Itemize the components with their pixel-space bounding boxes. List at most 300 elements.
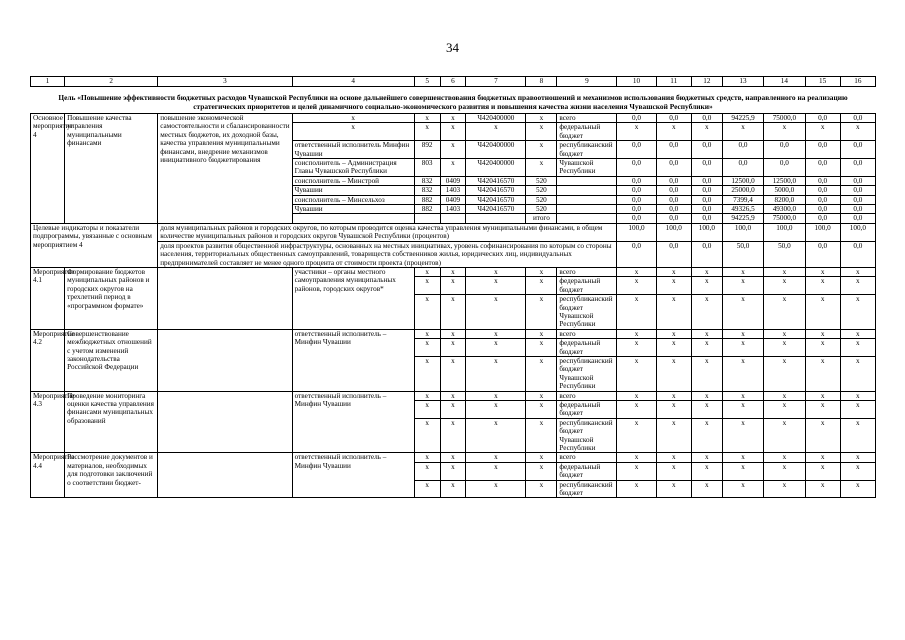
x-mark-cell: x — [617, 329, 656, 338]
csr-cell — [466, 214, 526, 223]
value-cell: 0,0 — [691, 159, 722, 177]
indicator-value: 50,0 — [764, 241, 805, 267]
executor-cell: соисполнитель – Администрация Главы Чувашской Республики — [292, 159, 414, 177]
x-mark-cell: x — [414, 391, 440, 400]
x-mark-cell: x — [656, 339, 691, 357]
csr-cell: Ч420400000 — [466, 141, 526, 159]
x-mark-cell: x — [691, 401, 722, 419]
value-cell: x — [691, 123, 722, 141]
source-cell: федеральный бюджет — [557, 339, 617, 357]
value-cell: 5000,0 — [764, 186, 805, 195]
x-mark-cell: x — [840, 480, 875, 498]
value-cell: 49300,0 — [764, 205, 805, 214]
main-event-title: Повышение качества управления муниципальными финансами — [65, 114, 158, 224]
value-cell: 0,0 — [617, 159, 656, 177]
source-cell: республиканский бюджет Чувашской Республики — [557, 295, 617, 330]
x-mark-cell: x — [617, 401, 656, 419]
page-number: 34 — [446, 40, 459, 55]
event-title: Проведение мониторинга оценки качества управления финансами муниципальных образований — [65, 391, 158, 453]
indicator-text: доля муниципальных районов и городских округов, по которым проводится оценка качества управления муниципальными финансами, в общем количестве муниципальных районов и городских округов Чувашской Республики (процентов) — [158, 223, 617, 241]
value-cell: 0,0 — [764, 141, 805, 159]
goal-row — [31, 87, 876, 114]
rz-cell: x — [440, 123, 466, 141]
column-number: 10 — [617, 77, 656, 87]
x-mark-cell: x — [840, 267, 875, 276]
x-mark-cell: x — [805, 462, 840, 480]
x-mark-cell: x — [656, 267, 691, 276]
x-mark-cell: x — [466, 339, 526, 357]
rz-cell — [440, 214, 466, 223]
main-event-result: повышение экономической самостоятельности и сбалансированности местных бюджетов, их доходной базы, качества управления муниципальными финансами, внедрение механизмов инициативного бюджетирования — [158, 114, 292, 224]
column-number: 14 — [764, 77, 805, 87]
rz-cell: x — [440, 159, 466, 177]
x-mark-cell: x — [722, 401, 763, 419]
vr-cell: x — [526, 159, 557, 177]
indicator-text: доля проектов развития общественной инфраструктуры, основанных на местных инициативах, уровень софинансирования по которым со стороны населения, территориальных общественных самоуправлений, товариществ собственников жилья, юридических лиц, индивидуальных предпринимателей составляет не менее одного процента от стоимости проекта (процентов) — [158, 241, 617, 267]
x-mark-cell: x — [722, 295, 763, 330]
event-executor: ответственный исполнитель – Минфин Чувашии — [292, 391, 414, 453]
value-cell: x — [840, 123, 875, 141]
event-label: Мероприятие 4.3 — [31, 391, 65, 453]
value-cell: 0,0 — [617, 186, 656, 195]
value-cell: 0,0 — [805, 159, 840, 177]
column-number: 7 — [466, 77, 526, 87]
csr-cell: Ч420416570 — [466, 195, 526, 204]
x-mark-cell: x — [414, 480, 440, 498]
source-cell — [557, 195, 617, 204]
value-cell: 0,0 — [656, 186, 691, 195]
x-mark-cell: x — [722, 480, 763, 498]
event-executor: ответственный исполнитель – Минфин Чувашии — [292, 453, 414, 498]
x-mark-cell: x — [840, 453, 875, 462]
x-mark-cell: x — [691, 480, 722, 498]
csr-cell: Ч420416570 — [466, 186, 526, 195]
value-cell: 49326,5 — [722, 205, 763, 214]
program-table — [30, 76, 876, 498]
indicators-label: Целевые индикаторы и показатели подпрограммы, увязанные с основным мероприятием 4 — [31, 223, 158, 267]
x-mark-cell: x — [440, 339, 466, 357]
x-mark-cell: x — [440, 480, 466, 498]
x-mark-cell: x — [526, 480, 557, 498]
column-number: 11 — [656, 77, 691, 87]
x-mark-cell: x — [414, 329, 440, 338]
value-cell: 0,0 — [617, 176, 656, 185]
x-mark-cell: x — [764, 391, 805, 400]
x-mark-cell: x — [722, 462, 763, 480]
x-mark-cell: x — [840, 462, 875, 480]
source-cell — [557, 205, 617, 214]
x-mark-cell: x — [722, 418, 763, 453]
value-cell: 0,0 — [805, 214, 840, 223]
vr-cell: 520 — [526, 186, 557, 195]
x-mark-cell: x — [466, 267, 526, 276]
vr-cell: 520 — [526, 195, 557, 204]
x-mark-cell: x — [526, 453, 557, 462]
x-mark-cell: x — [466, 418, 526, 453]
main-event-row — [31, 114, 876, 123]
x-mark-cell: x — [617, 339, 656, 357]
value-cell: 0,0 — [840, 159, 875, 177]
grbs-cell: 882 — [414, 195, 440, 204]
csr-cell: Ч420400000 — [466, 114, 526, 123]
x-mark-cell: x — [722, 453, 763, 462]
event-title: Совершенствование межбюджетных отношений с учетом изменений законодательства Российской Федерации — [65, 329, 158, 391]
x-mark-cell: x — [414, 295, 440, 330]
value-cell: 0,0 — [656, 176, 691, 185]
indicator-value: 100,0 — [840, 223, 875, 241]
executor-cell: Чувашии — [292, 205, 414, 214]
indicator-value: 0,0 — [617, 241, 656, 267]
x-mark-cell: x — [466, 329, 526, 338]
indicator-value: 100,0 — [617, 223, 656, 241]
grbs-cell: 882 — [414, 205, 440, 214]
column-number: 2 — [65, 77, 158, 87]
x-mark-cell: x — [764, 453, 805, 462]
value-cell: 0,0 — [656, 114, 691, 123]
event-executor: ответственный исполнитель – Минфин Чувашии — [292, 329, 414, 391]
x-mark-cell: x — [764, 418, 805, 453]
value-cell: 0,0 — [617, 141, 656, 159]
vr-cell: x — [526, 123, 557, 141]
event-result — [158, 453, 292, 498]
column-number: 15 — [805, 77, 840, 87]
source-cell: федеральный бюджет — [557, 462, 617, 480]
value-cell: 0,0 — [840, 205, 875, 214]
main-event-label: Основное мероприятие 4 — [31, 114, 65, 224]
value-cell: 0,0 — [691, 114, 722, 123]
x-mark-cell: x — [722, 339, 763, 357]
x-mark-cell: x — [656, 401, 691, 419]
x-mark-cell: x — [414, 339, 440, 357]
value-cell: 0,0 — [617, 214, 656, 223]
x-mark-cell: x — [440, 267, 466, 276]
source-cell: республиканский бюджет — [557, 141, 617, 159]
csr-cell: Ч420416570 — [466, 176, 526, 185]
x-mark-cell: x — [526, 277, 557, 295]
x-mark-cell: x — [440, 391, 466, 400]
x-mark-cell: x — [656, 277, 691, 295]
x-mark-cell: x — [466, 356, 526, 391]
x-mark-cell: x — [617, 391, 656, 400]
x-mark-cell: x — [440, 462, 466, 480]
x-mark-cell: x — [840, 356, 875, 391]
event-label: Мероприятие 4.2 — [31, 329, 65, 391]
x-mark-cell: x — [805, 391, 840, 400]
x-mark-cell: x — [526, 329, 557, 338]
x-mark-cell: x — [840, 401, 875, 419]
event-row — [31, 329, 876, 338]
event-title: Формирование бюджетов муниципальных районов и городских округов на трехлетний период в «программном формате» — [65, 267, 158, 329]
event-row — [31, 453, 876, 462]
value-cell: 0,0 — [656, 141, 691, 159]
x-mark-cell: x — [656, 480, 691, 498]
event-row — [31, 267, 876, 276]
executor-cell — [292, 214, 414, 223]
x-mark-cell: x — [764, 267, 805, 276]
vr-cell: 520 — [526, 205, 557, 214]
event-executor: участники – органы местного самоуправления муниципальных районов, городских округов* — [292, 267, 414, 329]
value-cell: 0,0 — [805, 205, 840, 214]
x-mark-cell: x — [764, 295, 805, 330]
x-mark-cell: x — [466, 391, 526, 400]
x-mark-cell: x — [414, 418, 440, 453]
event-result — [158, 329, 292, 391]
value-cell: 0,0 — [656, 214, 691, 223]
x-mark-cell: x — [840, 277, 875, 295]
x-mark-cell: x — [764, 339, 805, 357]
source-cell: республиканский бюджет — [557, 480, 617, 498]
x-mark-cell: x — [440, 329, 466, 338]
x-mark-cell: x — [691, 453, 722, 462]
vr-cell: x — [526, 114, 557, 123]
x-mark-cell: x — [617, 418, 656, 453]
x-mark-cell: x — [414, 453, 440, 462]
rz-cell: 1403 — [440, 205, 466, 214]
column-number: 5 — [414, 77, 440, 87]
column-number: 4 — [292, 77, 414, 87]
rz-cell: 0409 — [440, 195, 466, 204]
value-cell: 0,0 — [691, 214, 722, 223]
indicator-value: 100,0 — [764, 223, 805, 241]
column-number: 16 — [840, 77, 875, 87]
x-mark-cell: x — [414, 277, 440, 295]
x-mark-cell: x — [466, 401, 526, 419]
value-cell: 0,0 — [805, 186, 840, 195]
x-mark-cell: x — [440, 401, 466, 419]
value-cell: 0,0 — [722, 141, 763, 159]
indicator-row — [31, 223, 876, 241]
value-cell: 7399,4 — [722, 195, 763, 204]
x-mark-cell: x — [414, 401, 440, 419]
x-mark-cell: x — [764, 356, 805, 391]
x-mark-cell: x — [526, 339, 557, 357]
value-cell: 0,0 — [656, 205, 691, 214]
x-mark-cell: x — [691, 329, 722, 338]
column-number: 9 — [557, 77, 617, 87]
grbs-cell: 803 — [414, 159, 440, 177]
source-cell: федеральный бюджет — [557, 277, 617, 295]
vr-cell: 520 — [526, 176, 557, 185]
column-number-row — [31, 77, 876, 87]
x-mark-cell: x — [414, 267, 440, 276]
x-mark-cell: x — [466, 453, 526, 462]
x-mark-cell: x — [722, 267, 763, 276]
x-mark-cell: x — [656, 462, 691, 480]
indicator-value: 0,0 — [656, 241, 691, 267]
value-cell: x — [764, 123, 805, 141]
x-mark-cell: x — [764, 480, 805, 498]
column-number: 13 — [722, 77, 763, 87]
value-cell: 12500,0 — [722, 176, 763, 185]
grbs-cell: 832 — [414, 186, 440, 195]
x-mark-cell: x — [440, 356, 466, 391]
value-cell: 0,0 — [805, 176, 840, 185]
indicator-value: 0,0 — [840, 241, 875, 267]
executor-cell: x — [292, 123, 414, 141]
source-cell: всего — [557, 329, 617, 338]
x-mark-cell: x — [805, 295, 840, 330]
x-mark-cell: x — [691, 295, 722, 330]
rz-cell: x — [440, 141, 466, 159]
x-mark-cell: x — [764, 462, 805, 480]
indicator-value: 50,0 — [722, 241, 763, 267]
x-mark-cell: x — [617, 267, 656, 276]
x-mark-cell: x — [466, 277, 526, 295]
event-row — [31, 391, 876, 400]
value-cell: 0,0 — [805, 114, 840, 123]
x-mark-cell: x — [840, 295, 875, 330]
x-mark-cell: x — [656, 453, 691, 462]
x-mark-cell: x — [805, 267, 840, 276]
x-mark-cell: x — [656, 329, 691, 338]
x-mark-cell: x — [526, 356, 557, 391]
x-mark-cell: x — [617, 277, 656, 295]
value-cell: 0,0 — [691, 186, 722, 195]
column-number: 12 — [691, 77, 722, 87]
source-cell: всего — [557, 114, 617, 123]
executor-cell: соисполнитель – Минстрой — [292, 176, 414, 185]
csr-cell: Ч420400000 — [466, 159, 526, 177]
x-mark-cell: x — [414, 356, 440, 391]
value-cell: 0,0 — [805, 141, 840, 159]
x-mark-cell: x — [805, 418, 840, 453]
indicator-value: 100,0 — [691, 223, 722, 241]
column-number: 8 — [526, 77, 557, 87]
x-mark-cell: x — [805, 453, 840, 462]
csr-cell: x — [466, 123, 526, 141]
x-mark-cell: x — [440, 418, 466, 453]
source-cell: республиканский бюджет Чувашской Республики — [557, 418, 617, 453]
source-cell — [557, 176, 617, 185]
value-cell: 0,0 — [840, 195, 875, 204]
column-number: 1 — [31, 77, 65, 87]
value-cell: 12500,0 — [764, 176, 805, 185]
x-mark-cell: x — [691, 277, 722, 295]
x-mark-cell: x — [466, 462, 526, 480]
rz-cell: 1403 — [440, 186, 466, 195]
value-cell: x — [617, 123, 656, 141]
x-mark-cell: x — [691, 267, 722, 276]
x-mark-cell: x — [805, 339, 840, 357]
x-mark-cell: x — [656, 391, 691, 400]
grbs-cell: x — [414, 123, 440, 141]
value-cell: 0,0 — [617, 205, 656, 214]
goal-text: Цель «Повышение эффективности бюджетных расходов Чувашской Республики на основе дальнейшего совершенствования бюджетных правоотношений и механизмов использования бюджетных средств, направленного на реализацию стратегических приоритетов и целей динамичного социально-экономического развития и повышения качества жизни населения Чувашской Республики» — [31, 87, 876, 114]
x-mark-cell: x — [722, 329, 763, 338]
source-cell — [557, 186, 617, 195]
source-cell: Чувашской Республики — [557, 159, 617, 177]
x-mark-cell: x — [440, 295, 466, 330]
x-mark-cell: x — [722, 391, 763, 400]
value-cell: 0,0 — [840, 186, 875, 195]
x-mark-cell: x — [764, 329, 805, 338]
x-mark-cell: x — [466, 295, 526, 330]
event-result — [158, 391, 292, 453]
x-mark-cell: x — [764, 277, 805, 295]
indicator-row — [31, 241, 876, 267]
x-mark-cell: x — [805, 401, 840, 419]
indicator-value: 0,0 — [691, 241, 722, 267]
indicator-value: 0,0 — [805, 241, 840, 267]
x-mark-cell: x — [805, 277, 840, 295]
executor-cell: Чувашии — [292, 186, 414, 195]
vr-cell: x — [526, 141, 557, 159]
x-mark-cell: x — [656, 295, 691, 330]
source-cell: всего — [557, 267, 617, 276]
executor-cell: соисполнитель – Минсельхоз — [292, 195, 414, 204]
x-mark-cell: x — [617, 462, 656, 480]
source-cell — [557, 214, 617, 223]
value-cell: 0,0 — [805, 195, 840, 204]
executor-cell: x — [292, 114, 414, 123]
value-cell: x — [656, 123, 691, 141]
value-cell: 0,0 — [656, 195, 691, 204]
x-mark-cell: x — [722, 356, 763, 391]
column-number: 6 — [440, 77, 466, 87]
grbs-cell: 832 — [414, 176, 440, 185]
x-mark-cell: x — [691, 462, 722, 480]
value-cell: 0,0 — [691, 141, 722, 159]
value-cell: 0,0 — [840, 176, 875, 185]
x-mark-cell: x — [617, 480, 656, 498]
x-mark-cell: x — [526, 267, 557, 276]
x-mark-cell: x — [840, 329, 875, 338]
event-label: Мероприятие 4.1 — [31, 267, 65, 329]
x-mark-cell: x — [805, 480, 840, 498]
value-cell: 0,0 — [617, 114, 656, 123]
indicator-value: 100,0 — [722, 223, 763, 241]
x-mark-cell: x — [656, 418, 691, 453]
x-mark-cell: x — [526, 295, 557, 330]
rz-cell: x — [440, 114, 466, 123]
value-cell: x — [805, 123, 840, 141]
x-mark-cell: x — [440, 453, 466, 462]
grbs-cell — [414, 214, 440, 223]
source-cell: федеральный бюджет — [557, 123, 617, 141]
event-label: Мероприятие 4.4 — [31, 453, 65, 498]
value-cell: 0,0 — [840, 214, 875, 223]
value-cell: 75000,0 — [764, 214, 805, 223]
source-cell: республиканский бюджет Чувашской Республики — [557, 356, 617, 391]
vr-cell: итого — [526, 214, 557, 223]
event-title: Рассмотрение документов и материалов, необходимых для подготовки заключений о соответствии бюджет- — [65, 453, 158, 498]
x-mark-cell: x — [526, 418, 557, 453]
indicator-value: 100,0 — [656, 223, 691, 241]
source-cell: всего — [557, 453, 617, 462]
value-cell: 8200,0 — [764, 195, 805, 204]
x-mark-cell: x — [691, 339, 722, 357]
value-cell: 25000,0 — [722, 186, 763, 195]
x-mark-cell: x — [764, 401, 805, 419]
x-mark-cell: x — [617, 453, 656, 462]
x-mark-cell: x — [526, 462, 557, 480]
value-cell: 0,0 — [656, 159, 691, 177]
x-mark-cell: x — [466, 480, 526, 498]
grbs-cell: x — [414, 114, 440, 123]
x-mark-cell: x — [414, 462, 440, 480]
source-cell: федеральный бюджет — [557, 401, 617, 419]
x-mark-cell: x — [840, 391, 875, 400]
x-mark-cell: x — [440, 277, 466, 295]
column-number: 3 — [158, 77, 292, 87]
x-mark-cell: x — [691, 391, 722, 400]
value-cell: 94225,9 — [722, 114, 763, 123]
x-mark-cell: x — [617, 295, 656, 330]
value-cell: 0,0 — [840, 114, 875, 123]
value-cell: 0,0 — [840, 141, 875, 159]
value-cell: 0,0 — [617, 195, 656, 204]
x-mark-cell: x — [526, 391, 557, 400]
